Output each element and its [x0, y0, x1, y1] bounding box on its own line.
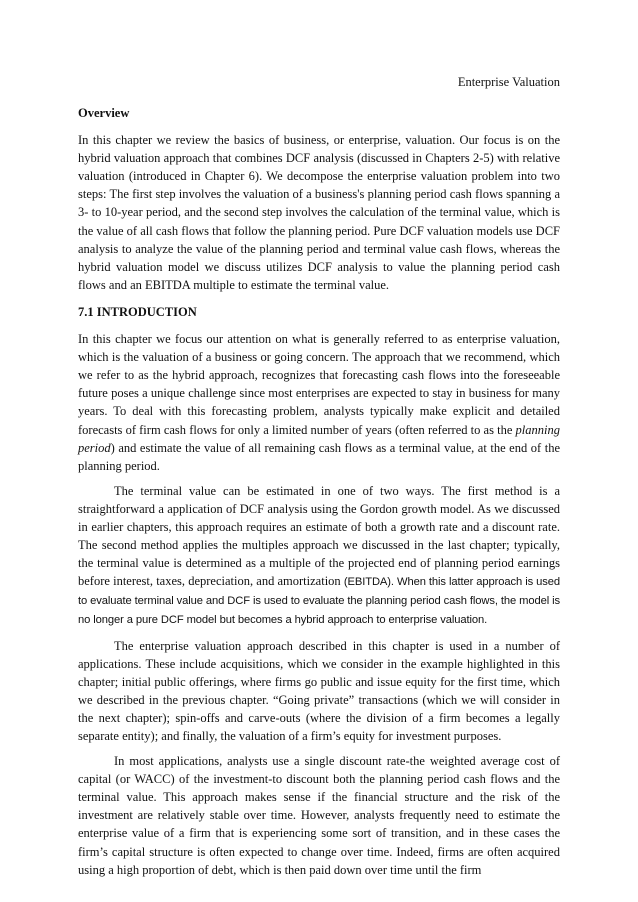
intro-paragraph-4: In most applications, analysts use a single discount rate-the weighted average cost of capital (or WACC) of the investment-to discount both the planning period cash flows and the terminal value. This approach makes sense if the financial structure and the risk of the investment are relatively stable over time. However, analysts frequently need to estimate the enterprise value of a firm that is experiencing some sort of transition, and in these cases the firm’s capital structure is often expected to change over time. Indeed, firms are often acquired using a high proportion of debt, which is then paid down over time until the firm	[78, 754, 560, 877]
overview-paragraph: In this chapter we review the basics of business, or enterprise, valuation. Our focus is on the hybrid valuation approach that combines DCF analysis (discussed in Chapters 2-5) with relative valuation (introduced in Chapter 6). We decompose the enterprise valuation problem into two steps: The first step involves the valuation of a business's planning period cash flows spanning a 3- to 10-year period, and the second step involves the calculation of the terminal value, which is the value of all cash flows that follow the planning period. Pure DCF valuation models use DCF analysis to analyze the value of the planning period and terminal value cash flows, whereas the hybrid valuation model we discuss utilizes DCF analysis to value the planning period cash flows and an EBITDA multiple to estimate the terminal value.	[78, 133, 560, 292]
intro-paragraph-3: The enterprise valuation approach described in this chapter is used in a number of applications. These include acquisitions, which we consider in the example highlighted in this chapter; initial public offerings, where firms go public and issue equity for the first time, which we described in the previous chapter. “Going private” transactions (which we will consider in the next chapter); spin-offs and carve-outs (where the division of a firm becomes a legally separate entity); and finally, the valuation of a firm’s equity for investment purposes.	[78, 638, 560, 743]
intro-paragraph-2	[78, 482, 560, 630]
page-body	[78, 104, 560, 879]
section-heading: 7.1 INTRODUCTION	[78, 304, 197, 319]
intro-p1-text-start: In this chapter we focus our attention on what is generally referred to as enterprise valuation, which is the valuation of a business or going concern. The approach that we recommend, which we refer to as the hybrid approach, recognizes that forecasting cash flows into the foreseeable future poses a unique challenge since most enterprises are expected to stay in business for many years. To deal with this forecasting problem, analysts typically make explicit and detailed forecasts of firm cash flows for only a limited number of years (often referred to as the	[78, 332, 560, 437]
intro-p2-serif-text: The terminal value can be estimated in one of two ways. The first method is a straightforward a application of DCF analysis using the Gordon growth model. As we discussed in earlier chapters, this approach requires an estimate of both a growth rate and a discount rate. The second method applies the multiples approach we discussed in the last chapter; typically, the terminal value is determined as a multiple of the projected end of planning period earnings before interest, taxes, depreciation, and amortization	[78, 483, 560, 589]
intro-paragraph-1	[78, 330, 560, 475]
running-header: Enterprise Valuation	[457, 75, 560, 89]
overview-heading: Overview	[78, 106, 130, 120]
planning-period-term: planning period	[78, 422, 560, 455]
intro-p2-sans-text: (EBITDA). When this latter approach is used to evaluate terminal value and DCF is used to evaluate the planning period cash flows, the model is no longer a pure DCF model but becomes a hybrid approach to enterprise valuation.	[78, 576, 561, 627]
intro-p1-text-end: ) and estimate the value of all remaining cash flows as a terminal value, at the end of the planning period.	[78, 440, 560, 473]
